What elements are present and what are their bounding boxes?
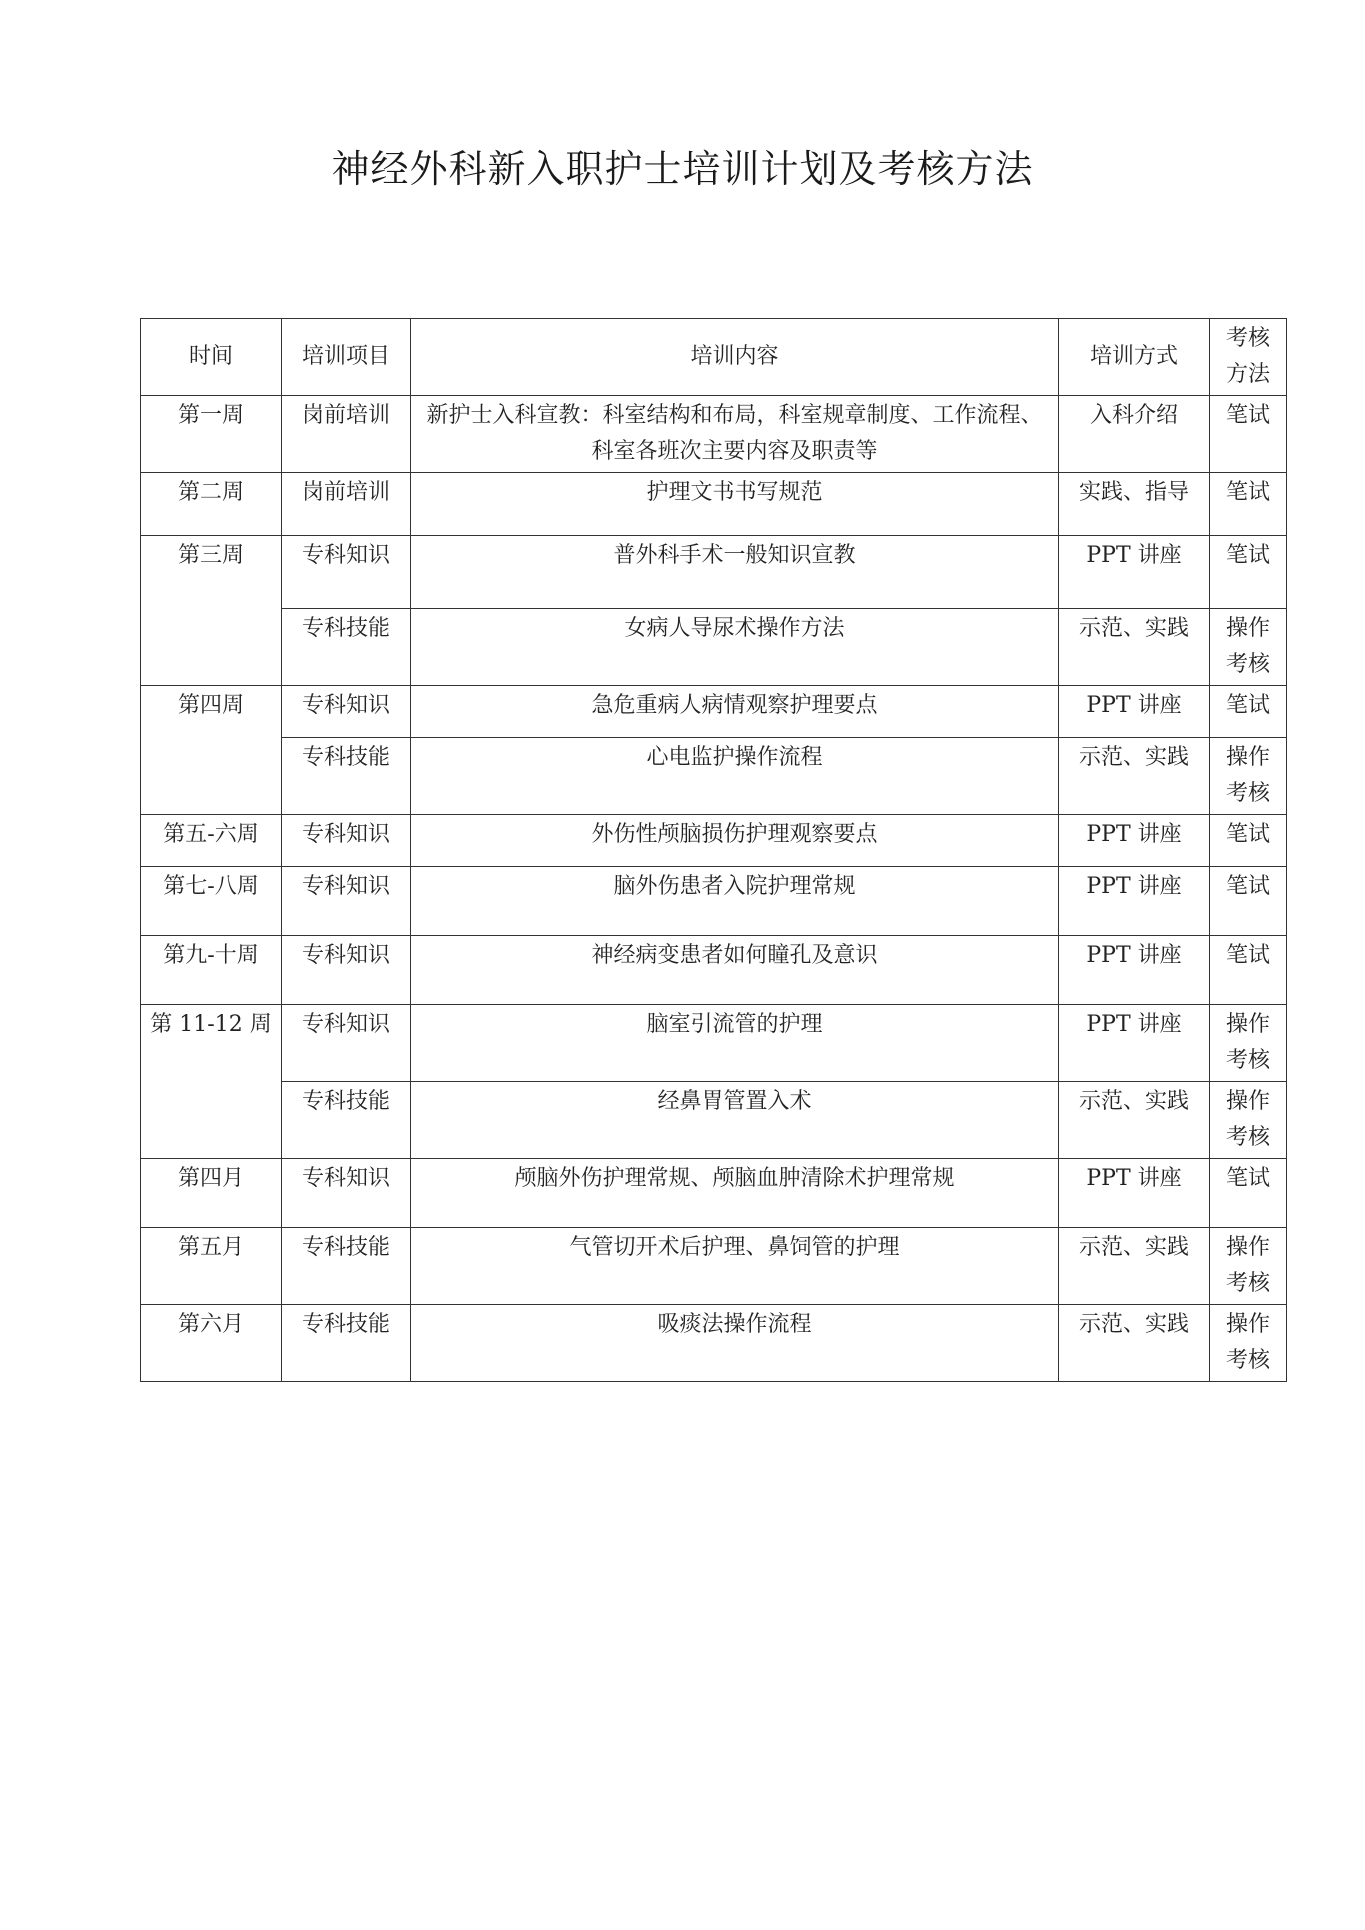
assessment-cell: 笔试 [1210, 396, 1287, 473]
time-cell: 第七-八周 [141, 867, 282, 936]
assessment-cell: 操作考核 [1210, 1305, 1287, 1382]
method-cell: PPT 讲座 [1059, 1005, 1210, 1082]
item-cell: 专科知识 [282, 867, 411, 936]
table-row [141, 738, 1287, 815]
method-cell: PPT 讲座 [1059, 686, 1210, 738]
header-time: 时间 [141, 319, 282, 396]
method-cell: 示范、实践 [1059, 738, 1210, 815]
item-cell: 专科技能 [282, 1305, 411, 1382]
table-row [141, 815, 1287, 867]
method-cell: 示范、实践 [1059, 609, 1210, 686]
table-row [141, 936, 1287, 1005]
assessment-cell: 笔试 [1210, 1159, 1287, 1228]
time-cell: 第一周 [141, 396, 282, 473]
item-cell: 专科知识 [282, 1005, 411, 1082]
method-cell: 入科介绍 [1059, 396, 1210, 473]
time-cell: 第五月 [141, 1228, 282, 1305]
method-cell: 实践、指导 [1059, 473, 1210, 536]
assessment-cell: 笔试 [1210, 536, 1287, 609]
assessment-cell: 操作考核 [1210, 1005, 1287, 1082]
content-cell: 脑外伤患者入院护理常规 [411, 867, 1059, 936]
item-cell: 岗前培训 [282, 396, 411, 473]
table-row [141, 609, 1287, 686]
method-cell: PPT 讲座 [1059, 815, 1210, 867]
table-row [141, 1005, 1287, 1082]
assessment-cell: 笔试 [1210, 936, 1287, 1005]
item-cell: 专科技能 [282, 1082, 411, 1159]
item-cell: 专科知识 [282, 815, 411, 867]
header-content: 培训内容 [411, 319, 1059, 396]
method-cell: PPT 讲座 [1059, 867, 1210, 936]
assessment-cell: 笔试 [1210, 815, 1287, 867]
item-cell: 专科知识 [282, 536, 411, 609]
table-row [141, 396, 1287, 473]
item-cell: 专科知识 [282, 936, 411, 1005]
item-cell: 专科技能 [282, 1228, 411, 1305]
content-cell: 新护士入科宣教：科室结构和布局，科室规章制度、工作流程、科室各班次主要内容及职责等 [411, 396, 1059, 473]
table-header-row [141, 319, 1287, 396]
assessment-cell: 操作考核 [1210, 1228, 1287, 1305]
item-cell: 专科知识 [282, 686, 411, 738]
content-cell: 急危重病人病情观察护理要点 [411, 686, 1059, 738]
training-plan-table [140, 318, 1287, 1382]
assessment-cell: 笔试 [1210, 473, 1287, 536]
content-cell: 护理文书书写规范 [411, 473, 1059, 536]
method-cell: 示范、实践 [1059, 1228, 1210, 1305]
time-cell: 第五-六周 [141, 815, 282, 867]
assessment-cell: 笔试 [1210, 867, 1287, 936]
table-row [141, 1305, 1287, 1382]
item-cell: 专科技能 [282, 609, 411, 686]
content-cell: 经鼻胃管置入术 [411, 1082, 1059, 1159]
time-cell: 第九-十周 [141, 936, 282, 1005]
time-cell: 第三周 [141, 536, 282, 686]
content-cell: 女病人导尿术操作方法 [411, 609, 1059, 686]
time-cell: 第 11-12 周 [141, 1005, 282, 1159]
assessment-cell: 笔试 [1210, 686, 1287, 738]
method-cell: PPT 讲座 [1059, 536, 1210, 609]
table-row [141, 1159, 1287, 1228]
item-cell: 专科技能 [282, 738, 411, 815]
content-cell: 普外科手术一般知识宣教 [411, 536, 1059, 609]
table-row [141, 867, 1287, 936]
content-cell: 气管切开术后护理、鼻饲管的护理 [411, 1228, 1059, 1305]
time-cell: 第四月 [141, 1159, 282, 1228]
content-cell: 心电监护操作流程 [411, 738, 1059, 815]
content-cell: 颅脑外伤护理常规、颅脑血肿清除术护理常规 [411, 1159, 1059, 1228]
table-row [141, 686, 1287, 738]
content-cell: 神经病变患者如何瞳孔及意识 [411, 936, 1059, 1005]
header-method: 培训方式 [1059, 319, 1210, 396]
table-row [141, 536, 1287, 609]
time-cell: 第六月 [141, 1305, 282, 1382]
table-row [141, 473, 1287, 536]
header-item: 培训项目 [282, 319, 411, 396]
item-cell: 岗前培训 [282, 473, 411, 536]
method-cell: 示范、实践 [1059, 1305, 1210, 1382]
table-row [141, 1082, 1287, 1159]
header-assessment: 考核方法 [1210, 319, 1287, 396]
time-cell: 第四周 [141, 686, 282, 815]
content-cell: 外伤性颅脑损伤护理观察要点 [411, 815, 1059, 867]
assessment-cell: 操作考核 [1210, 609, 1287, 686]
content-cell: 脑室引流管的护理 [411, 1005, 1059, 1082]
method-cell: 示范、实践 [1059, 1082, 1210, 1159]
content-cell: 吸痰法操作流程 [411, 1305, 1059, 1382]
table-row [141, 1228, 1287, 1305]
time-cell: 第二周 [141, 473, 282, 536]
assessment-cell: 操作考核 [1210, 738, 1287, 815]
assessment-cell: 操作考核 [1210, 1082, 1287, 1159]
method-cell: PPT 讲座 [1059, 936, 1210, 1005]
page-title: 神经外科新入职护士培训计划及考核方法 [331, 147, 1034, 191]
item-cell: 专科知识 [282, 1159, 411, 1228]
method-cell: PPT 讲座 [1059, 1159, 1210, 1228]
